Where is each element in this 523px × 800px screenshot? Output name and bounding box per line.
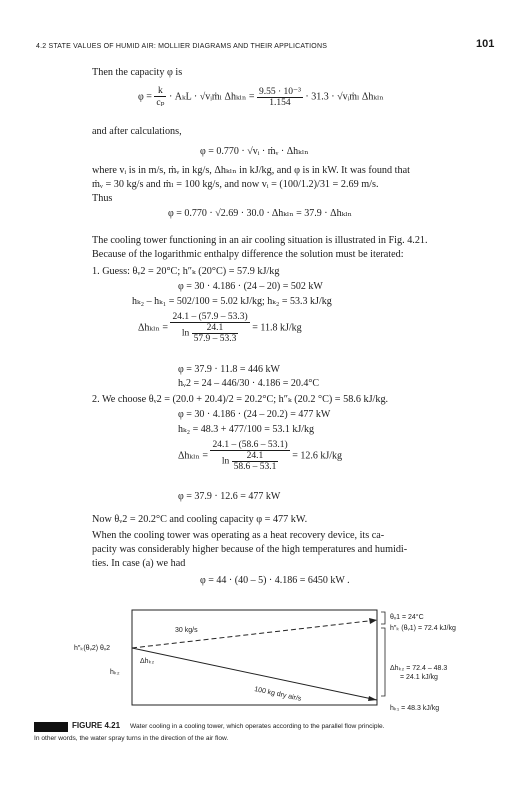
- thus-text: Thus: [92, 193, 113, 204]
- intro-text: Then the capacity φ is: [92, 67, 183, 78]
- dh2-label: Δhₖ₂: [140, 658, 155, 665]
- step-1-ln: ln: [181, 328, 190, 339]
- hk2-label: hₖ₂: [110, 669, 120, 676]
- step-2-line-3: hₖ₂ = 48.3 + 477/100 = 53.1 kJ/kg: [178, 424, 315, 435]
- equation-capacity: [138, 86, 384, 108]
- paragraph-2-line-1: When the cooling tower was operating as a heat recovery device, its ca-: [92, 530, 385, 541]
- now-line: Now θᵥ2 = 20.2°C and cooling capacity φ = 477 kW.: [92, 514, 308, 525]
- water-line: [132, 620, 377, 648]
- cooling-tower-diagram: [0, 600, 523, 720]
- right-label-5: hₖ₁ = 48.3 kJ/kg: [390, 705, 440, 712]
- step-2-ln: ln: [221, 456, 230, 467]
- figure-caption-line-2: In other words, the water spray turns in the direction of the air flow.: [34, 735, 229, 742]
- right-label-3: Δhₖ₂ = 72.4 – 48.3: [390, 665, 448, 672]
- air-arrow-head: [368, 696, 377, 701]
- right-label-2: h″ₖ (θᵥ1) = 72.4 kJ/kg: [390, 625, 456, 632]
- step-2-line-2: φ = 30 · 4.186 · (24 – 20.2) = 477 kW: [178, 409, 331, 420]
- where-line-1: where vᵢ is in m/s, ṁᵥ in kg/s, Δhₖₗₙ in kJ/kg, and φ is in kW. It was found that: [92, 165, 410, 176]
- step-1-inner-num: 24.1: [192, 323, 239, 334]
- step-2-lhs: Δhₖₗₙ =: [178, 450, 208, 462]
- figure-caption-title: FIGURE 4.21: [72, 721, 121, 730]
- step-1-lhs: Δhₖₗₙ =: [138, 322, 168, 334]
- equation-final: φ = 44 · (40 – 5) · 4.186 = 6450 kW .: [200, 575, 350, 586]
- step-1-den: [170, 323, 249, 344]
- water-flow-label: 30 kg/s: [175, 627, 198, 634]
- water-arrow-head: [369, 618, 377, 624]
- right-label-4: = 24.1 kJ/kg: [400, 674, 438, 681]
- step-1-inner-den: 57.9 – 53.3: [193, 334, 237, 344]
- page-number: 101: [476, 38, 495, 50]
- step-2-den: [210, 451, 289, 472]
- step-1-line-1: 1. Guess: θᵥ2 = 20°C; h″ₖ (20°C) = 57.9 kJ/kg: [92, 266, 280, 277]
- step-2-inner-den: 58.6 – 53.1: [233, 462, 277, 472]
- step-2-result: = 12.6 kJ/kg: [292, 450, 342, 462]
- step-2-fraction: [210, 440, 289, 472]
- step-1-line-6: hᵥ2 = 24 – 446/30 · 4.186 = 20.4°C: [178, 378, 319, 389]
- eq1-k-over-cp: [154, 86, 166, 108]
- step-1-line-5: φ = 37.9 · 11.8 = 446 kW: [178, 364, 280, 375]
- left-label-top: h″ₖ(θᵥ2) θᵥ2: [74, 645, 111, 652]
- eq1-mid: · AₖL · √vᵢṁₗ Δhₖₗₙ =: [168, 91, 255, 103]
- equation-3: φ = 0.770 · √2.69 · 30.0 · Δhₖₗₙ = 37.9 · Δhₖₗₙ: [168, 208, 352, 219]
- running-header: 4.2 STATE VALUES OF HUMID AIR: MOLLIER DIAGRAMS AND THEIR APPLICATIONS: [36, 43, 328, 50]
- step-2-log-mean: [178, 440, 342, 472]
- right-brace-bottom: [381, 628, 385, 696]
- air-flow-label: 100 kg dry air/s: [253, 686, 302, 703]
- paragraph-1-line-1: The cooling tower functioning in an air cooling situation is illustrated in Fig. 4.21.: [92, 235, 428, 246]
- step-1-inner-fraction: [192, 323, 239, 344]
- paragraph-2-line-2: pacity was considerably higher because of the high temperatures and humidi-: [92, 544, 408, 555]
- step-1-line-3: hₖ₂ – hₖ₁ = 502/100 = 5.02 kJ/kg; hₖ₂ = 53.3 kJ/kg: [132, 296, 332, 307]
- paragraph-2-line-3: ties. In case (a) we had: [92, 558, 186, 569]
- step-1-line-2: φ = 30 · 4.186 · (24 – 20) = 502 kW: [178, 281, 323, 292]
- eq1-num: 9.55 · 10⁻³: [259, 87, 301, 97]
- where-line-2: ṁᵥ = 30 kg/s and ṁₗ = 100 kg/s, and now vᵢ = (100/1.2)/31 = 2.69 m/s.: [92, 179, 379, 190]
- equation-2: φ = 0.770 · √vᵢ · ṁᵥ · Δhₖₗₙ: [200, 146, 309, 157]
- caption-marker: [34, 722, 68, 732]
- step-2-num: 24.1 – (58.6 – 53.1): [212, 440, 288, 450]
- eq1-rhs: · 31.3 · √vᵢṁₗ Δhₖₗₙ: [305, 91, 384, 103]
- eq1-den: 1.154: [269, 98, 291, 108]
- step-2-line-5: φ = 37.9 · 12.6 = 477 kW: [178, 491, 281, 502]
- step-1-result: = 11.8 kJ/kg: [252, 322, 302, 334]
- step-1-num: 24.1 – (57.9 – 53.3): [172, 312, 248, 322]
- step-2-inner-fraction: [232, 451, 279, 472]
- step-2-inner-num: 24.1: [232, 451, 279, 462]
- eq1-fraction: [257, 86, 303, 108]
- right-brace-top: [381, 612, 385, 624]
- paragraph-1-line-2: Because of the logarithmic enthalpy difference the solution must be iterated:: [92, 249, 404, 260]
- step-1-fraction: [170, 312, 249, 344]
- step-2-line-1: 2. We choose θᵥ2 = (20.0 + 20.4)/2 = 20.2°C; h″ₖ (20.2 °C) = 58.6 kJ/kg.: [92, 394, 389, 405]
- right-label-1: θᵥ1 = 24°C: [390, 614, 424, 621]
- step-1-log-mean: [138, 312, 302, 344]
- eq1-lhs: φ =: [138, 91, 152, 103]
- figure-caption-line-1: Water cooling in a cooling tower, which operates according to the parallel flow principle.: [130, 723, 385, 730]
- eq1-k: k: [154, 86, 166, 97]
- eq1-cp: cₚ: [156, 98, 165, 108]
- after-calc-text: and after calculations,: [92, 126, 182, 137]
